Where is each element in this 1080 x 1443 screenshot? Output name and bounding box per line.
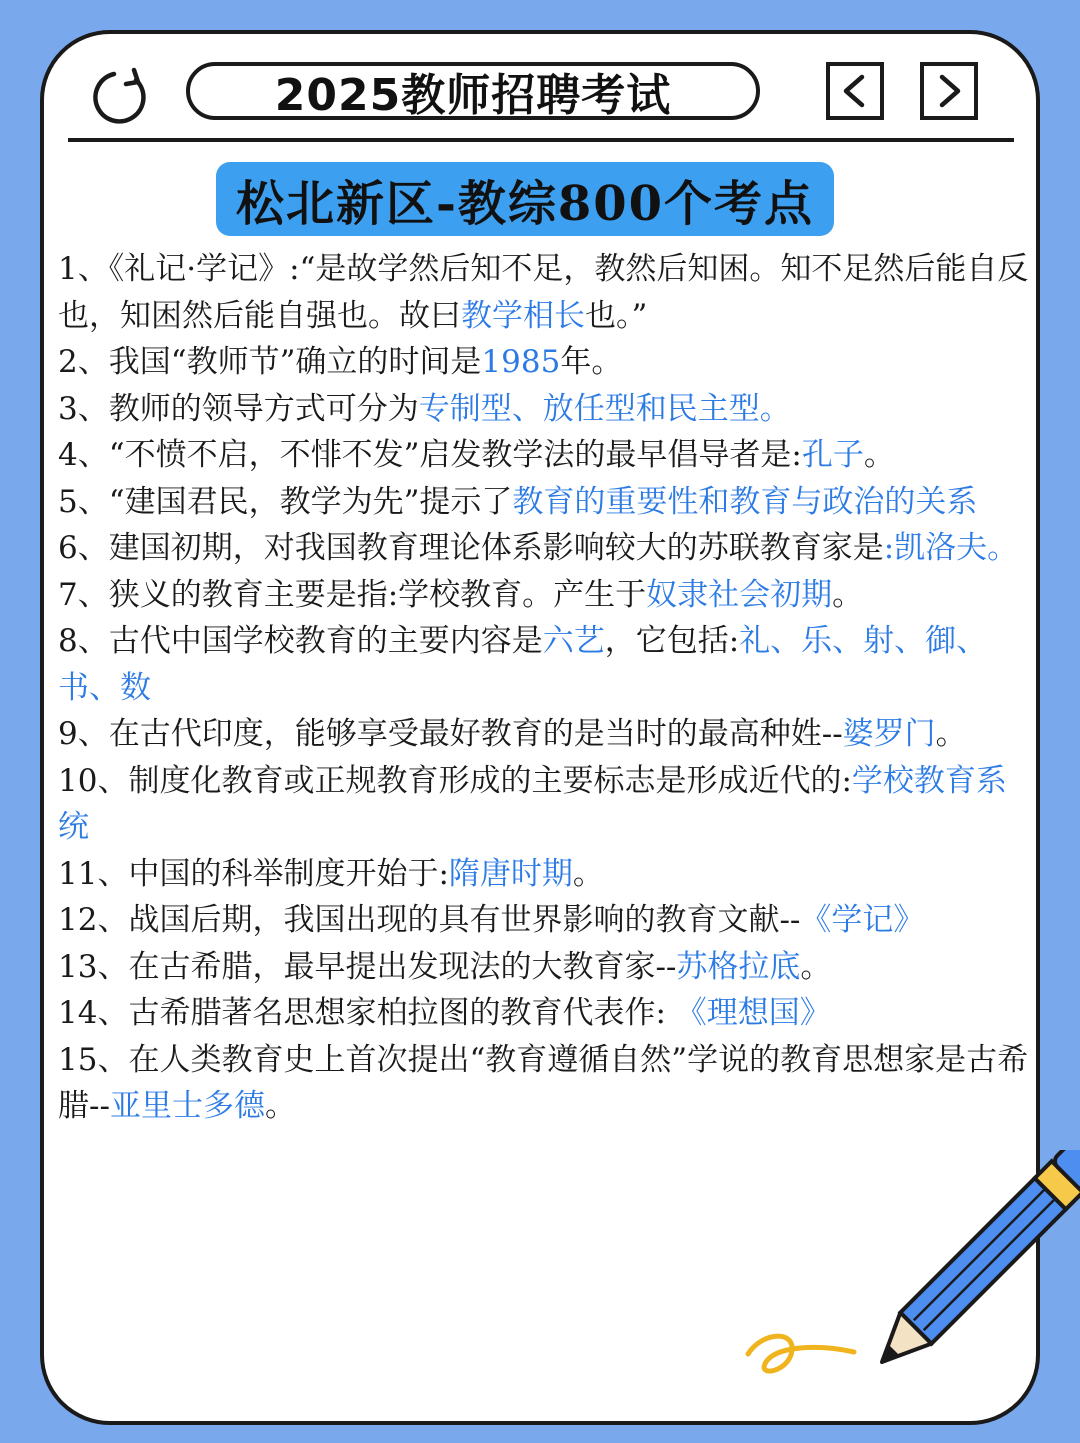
- address-bar[interactable]: [186, 62, 760, 120]
- item-text: 1、《礼记·学记》:“是故学然后知不足，教然后知困。知不足然后能自反也，知困然后能自强也。故曰: [58, 251, 1029, 334]
- refresh-button[interactable]: [86, 64, 156, 130]
- header-divider: [68, 138, 1014, 142]
- item-text: ，它包括:: [604, 623, 740, 659]
- list-item: [58, 851, 1034, 898]
- list-item: [58, 944, 1034, 991]
- item-text: 5、“建国君民，教学为先”提示了: [58, 483, 513, 520]
- key-points-list: [58, 246, 1034, 1130]
- list-item: [58, 897, 1034, 944]
- squiggle-doodle: [742, 1322, 862, 1392]
- refresh-icon: [86, 64, 156, 130]
- list-item: [58, 1037, 1034, 1130]
- forward-button[interactable]: [920, 62, 978, 120]
- list-item: [58, 711, 1034, 758]
- address-text: 2025教师招聘考试: [274, 70, 672, 121]
- item-text: 11、中国的科举制度开始于:: [58, 855, 449, 892]
- item-text: 14、古希腊著名思想家柏拉图的教育代表作:: [58, 995, 676, 1031]
- chevron-left-icon: [835, 71, 875, 111]
- pencil-icon: [830, 1150, 1080, 1380]
- item-text: 2、我国“教师节”确立的时间是: [58, 344, 482, 380]
- highlighted-answer: 婆罗门: [842, 716, 936, 752]
- list-item: [58, 758, 1034, 851]
- list-item: [58, 479, 1034, 526]
- highlighted-answer: 《学记》: [800, 902, 925, 938]
- list-item: [58, 618, 1034, 711]
- highlighted-answer: :凯洛夫。: [883, 530, 1019, 566]
- item-text: 3、教师的领导方式可分为: [58, 390, 419, 427]
- list-item: [58, 572, 1034, 619]
- item-text: 。: [832, 576, 864, 613]
- highlighted-answer: 专制型、放任型和民主型。: [418, 390, 791, 427]
- item-text: 13、在古希腊，最早提出发现法的大教育家--: [58, 948, 677, 985]
- highlighted-answer: 奴隶社会初期: [646, 576, 833, 613]
- list-item: [58, 339, 1034, 386]
- highlighted-answer: 教育的重要性和教育与政治的关系: [512, 483, 978, 520]
- highlighted-answer: 《理想国》: [675, 995, 831, 1031]
- item-text: 。: [935, 716, 967, 752]
- item-text: 。: [572, 855, 604, 892]
- item-text: 年。: [560, 344, 623, 380]
- item-text: 。: [800, 948, 832, 985]
- chevron-right-icon: [929, 71, 969, 111]
- item-text: 8、古代中国学校教育的主要内容是: [58, 623, 543, 659]
- highlighted-answer: 亚里士多德: [109, 1088, 265, 1124]
- highlighted-answer: 苏格拉底: [676, 948, 801, 985]
- item-text: 。: [863, 437, 895, 473]
- item-text: 10、制度化教育或正规教育形成的主要标志是形成近代的:: [58, 762, 852, 799]
- list-item: [58, 990, 1034, 1037]
- item-text: 4、“不愤不启，不悱不发”启发教学法的最早倡导者是:: [58, 437, 802, 473]
- highlighted-answer: 孔子: [801, 437, 864, 473]
- list-item: [58, 246, 1034, 339]
- highlighted-answer: 隋唐时期: [448, 855, 573, 892]
- item-text: 6、建国初期，对我国教育理论体系影响较大的苏联教育家是: [58, 530, 884, 566]
- back-button[interactable]: [826, 62, 884, 120]
- highlighted-answer: 礼、乐、射、御、书、数: [58, 623, 988, 706]
- highlighted-answer: 六艺: [542, 623, 605, 659]
- list-item: [58, 432, 1034, 479]
- item-text: 12、战国后期，我国出现的具有世界影响的教育文献--: [58, 902, 801, 938]
- item-text: 。: [264, 1088, 296, 1124]
- page-title: 松北新区-教综800个考点: [235, 175, 815, 232]
- item-text: 15、在人类教育史上首次提出“教育遵循自然”学说的教育思想家是古希腊--: [58, 1041, 1029, 1124]
- list-item: [58, 525, 1034, 572]
- highlighted-answer: 1985: [481, 344, 561, 380]
- list-item: [58, 386, 1034, 433]
- item-text: 9、在古代印度，能够享受最好教育的是当时的最高种姓--: [58, 716, 843, 752]
- item-text: 也。”: [585, 297, 648, 334]
- highlighted-answer: 学校教育系统: [58, 762, 1007, 845]
- title-badge: [216, 162, 834, 236]
- item-text: 7、狭义的教育主要是指:学校教育。产生于: [58, 576, 647, 613]
- highlighted-answer: 教学相长: [461, 297, 585, 334]
